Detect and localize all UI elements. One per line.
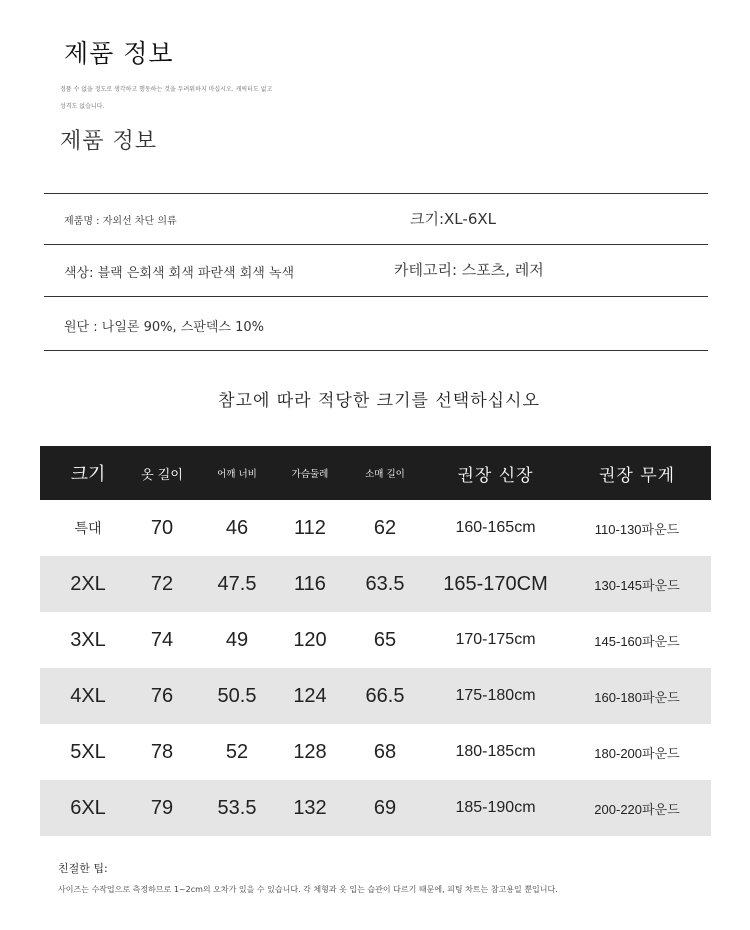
cell-sleeve: 62	[373, 516, 397, 539]
header-sleeve: 소매 길이	[365, 469, 405, 480]
cell-shoulder: 53.5	[217, 796, 257, 819]
header-height: 권장 신장	[457, 465, 534, 486]
cell-weight: 110-130파운드	[594, 521, 680, 537]
cell-shoulder: 46	[225, 516, 249, 539]
cell-sleeve: 65	[373, 628, 397, 651]
cell-size: 5XL	[70, 740, 106, 763]
size-table	[40, 446, 711, 836]
cell-sleeve: 66.5	[365, 684, 405, 707]
divider-bottom	[44, 350, 708, 351]
cell-height: 175-180cm	[455, 687, 536, 704]
header-shoulder: 어깨 너비	[217, 469, 257, 480]
cell-sleeve: 69	[373, 796, 397, 819]
cell-length: 72	[150, 572, 174, 595]
tip-text: 사이즈는 수작업으로 측정하므로 1~2cm의 오차가 있을 수 있습니다. 각 체형과 옷 입는 습관이 다르기 때문에, 피팅 차트는 참고용일 뿐입니다.	[58, 885, 558, 894]
cell-size: 6XL	[70, 796, 106, 819]
table-row	[40, 668, 711, 724]
cell-shoulder: 49	[225, 628, 249, 651]
cell-weight: 180-200파운드	[594, 745, 680, 761]
page-title: 제품 정보	[64, 39, 174, 68]
size-table-header	[40, 446, 711, 500]
table-row	[40, 612, 711, 668]
cell-height: 180-185cm	[455, 743, 536, 760]
section-title: 제품 정보	[60, 129, 158, 154]
cell-length: 70	[150, 516, 174, 539]
cell-size: 3XL	[70, 628, 106, 651]
tip-label: 친절한 팁:	[58, 862, 108, 875]
cell-sleeve: 68	[373, 740, 397, 763]
cell-shoulder: 50.5	[217, 684, 257, 707]
cell-shoulder: 47.5	[217, 572, 257, 595]
cell-size: 4XL	[70, 684, 106, 707]
divider-top	[44, 193, 708, 194]
header-size: 크기	[70, 464, 106, 485]
cell-chest: 116	[294, 572, 326, 595]
cell-length: 79	[150, 796, 174, 819]
header-weight: 권장 무게	[598, 465, 676, 486]
header-length: 옷 길이	[141, 467, 183, 483]
product-colors: 색상: 블랙 은회색 회색 파란색 회색 녹색	[64, 266, 295, 281]
cell-length: 74	[150, 628, 174, 651]
divider-2	[44, 244, 708, 245]
cell-sleeve: 63.5	[365, 572, 405, 595]
cell-weight: 130-145파운드	[594, 577, 680, 593]
cell-length: 76	[150, 684, 174, 707]
table-row	[40, 500, 711, 556]
cell-chest: 132	[293, 796, 327, 819]
cell-height: 170-175cm	[455, 631, 536, 648]
header-note-line-2: 성격도 없습니다.	[60, 103, 105, 110]
cell-weight: 160-180파운드	[594, 689, 680, 705]
cell-chest: 112	[294, 516, 326, 539]
size-guide-heading: 참고에 따라 적당한 크기를 선택하십시오	[218, 391, 540, 411]
cell-weight: 145-160파운드	[594, 633, 680, 649]
product-name: 제품명 : 자외선 차단 의류	[64, 216, 177, 227]
cell-chest: 120	[293, 628, 327, 651]
table-row	[40, 724, 711, 780]
cell-height: 160-165cm	[455, 519, 536, 536]
cell-chest: 128	[293, 740, 327, 763]
cell-weight: 200-220파운드	[594, 801, 680, 817]
product-category: 카테고리: 스포츠, 레저	[394, 261, 544, 279]
table-row	[40, 780, 711, 836]
table-row	[40, 556, 711, 612]
cell-shoulder: 52	[225, 740, 249, 763]
cell-length: 78	[150, 740, 174, 763]
cell-chest: 124	[293, 684, 327, 707]
cell-height: 165-170CM	[443, 572, 548, 595]
divider-3	[44, 296, 708, 297]
header-note-line-1: 정품 수 없을 정도로 생각하고 행동하는 것을 두려워하지 마십시오. 캐릭터도 없고	[60, 86, 273, 93]
header-chest: 가슴둘레	[291, 469, 329, 480]
product-size-range: 크기:XL-6XL	[410, 210, 496, 228]
cell-size: 2XL	[70, 572, 106, 595]
cell-size: 특대	[74, 520, 102, 536]
product-fabric: 원단 : 나일론 90%, 스판덱스 10%	[64, 320, 264, 335]
cell-height: 185-190cm	[455, 799, 536, 816]
